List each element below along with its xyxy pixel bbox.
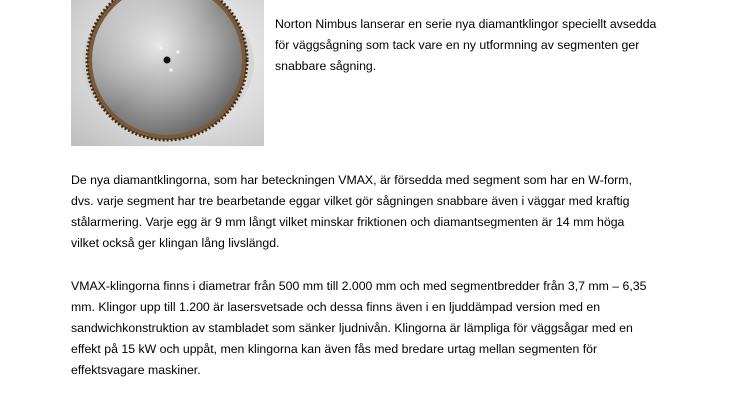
diamond-blade-photo — [71, 0, 264, 146]
paragraph-line: mm. Klingor upp till 1.200 är lasersvetsade och dessa finns även i en ljuddämpad version med en — [71, 300, 601, 314]
paragraph-line: VMAX-klingorna finns i diametrar från 500 mm till 2.000 mm och med segmentbredder från 3,7 mm – 6,35 — [71, 279, 647, 293]
intro-line: Norton Nimbus lanserar en serie nya diamantklingor speciellt avsedda — [275, 17, 657, 31]
blade-arbor-hole — [164, 57, 171, 64]
body-paragraph-2 — [71, 276, 681, 381]
diamond-blade-image — [71, 0, 264, 146]
paragraph-line: effekt på 15 kW och uppåt, men klingorna kan även fås med bredare urtag mellan segmenten för — [71, 342, 598, 356]
paragraph-line: sandwichkonstruktion av stambladet som sänker ljudnivån. Klingorna är lämpliga för väggsågar med en — [71, 321, 633, 335]
intro-line: för väggsågning som tack vare en ny utformning av segmenten ger — [275, 38, 640, 52]
intro-paragraph — [275, 14, 695, 77]
paragraph-line: dvs. varje segment har tre bearbetande eggar vilket gör sågningen snabbare även i väggar med kraftig — [71, 194, 630, 208]
paragraph-line: effektsvagare maskiner. — [71, 363, 201, 377]
paragraph-line: De nya diamantklingorna, som har beteckningen VMAX, är försedda med segment som har en W-form, — [71, 173, 632, 187]
intro-line: snabbare sågning. — [275, 59, 377, 73]
paragraph-line: stålarmering. Varje egg är 9 mm långt vilket minskar friktionen och diamantsegmenten är 14 mm höga — [71, 215, 625, 229]
body-paragraph-1 — [71, 170, 681, 254]
paragraph-line: vilket också ger klingan lång livslängd. — [71, 236, 280, 250]
